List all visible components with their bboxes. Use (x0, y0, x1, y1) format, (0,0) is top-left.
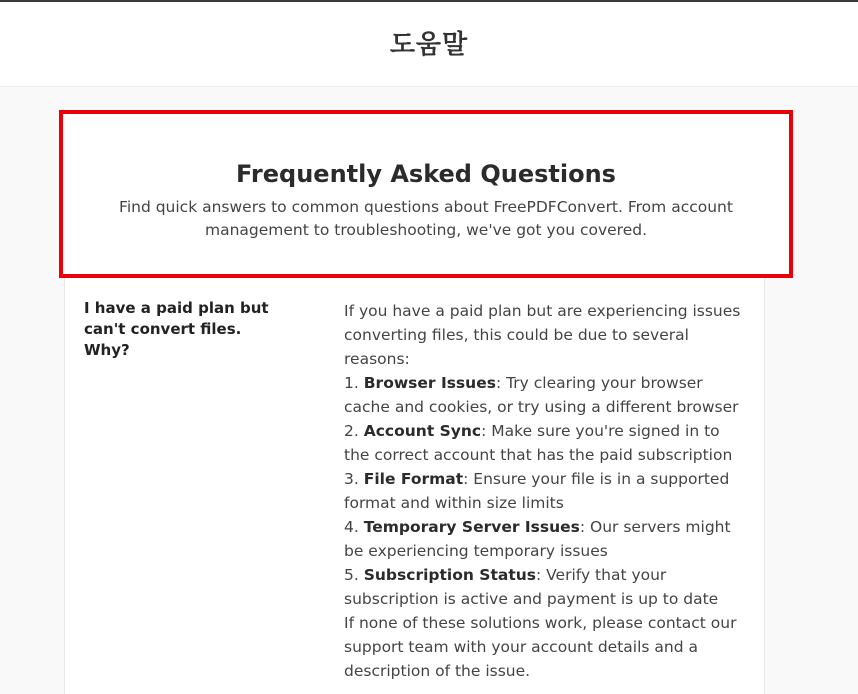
answer-outro: If none of these solutions work, please contact our support team with your account details and a description of the issue. (344, 614, 737, 680)
reason-number: 4. (344, 518, 359, 536)
answer-intro: If you have a paid plan but are experiencing issues converting files, this could be due to several reasons: (344, 302, 741, 368)
faq-question[interactable]: I have a paid plan but can't convert files. Why? (84, 299, 269, 359)
answer-reason-3 (344, 467, 749, 515)
faq-title: Frequently Asked Questions (236, 160, 616, 189)
reason-title: File Format (363, 470, 464, 488)
page-title: 도움말 (389, 30, 469, 60)
answer-reason-1 (344, 371, 749, 419)
reason-title: Browser Issues (363, 374, 496, 392)
answer-reason-2 (344, 419, 749, 467)
page-header (0, 2, 858, 87)
reason-title: Temporary Server Issues (363, 518, 580, 536)
faq-description: Find quick answers to common questions about FreePDFConvert. From account management to troubleshooting, we've got you covered. (119, 198, 733, 239)
reason-number: 1. (344, 374, 359, 392)
reason-text: : Our servers might be experiencing temporary issues (344, 518, 731, 560)
reason-number: 2. (344, 422, 359, 440)
faq-answer (344, 299, 749, 683)
faq-intro-highlight (59, 110, 793, 278)
reason-text: : Verify that your subscription is active and payment is up to date (344, 566, 719, 608)
reason-text: : Ensure your file is in a supported format and within size limits (344, 470, 730, 512)
answer-reason-5 (344, 563, 749, 611)
reason-text: : Make sure you're signed in to the correct account that has the paid subscription (344, 422, 733, 464)
reason-title: Account Sync (363, 422, 482, 440)
reason-number: 5. (344, 566, 359, 584)
reason-text: : Try clearing your browser cache and cookies, or try using a different browser (344, 374, 739, 416)
answer-reason-4 (344, 515, 749, 563)
reason-number: 3. (344, 470, 359, 488)
reason-title: Subscription Status (363, 566, 536, 584)
